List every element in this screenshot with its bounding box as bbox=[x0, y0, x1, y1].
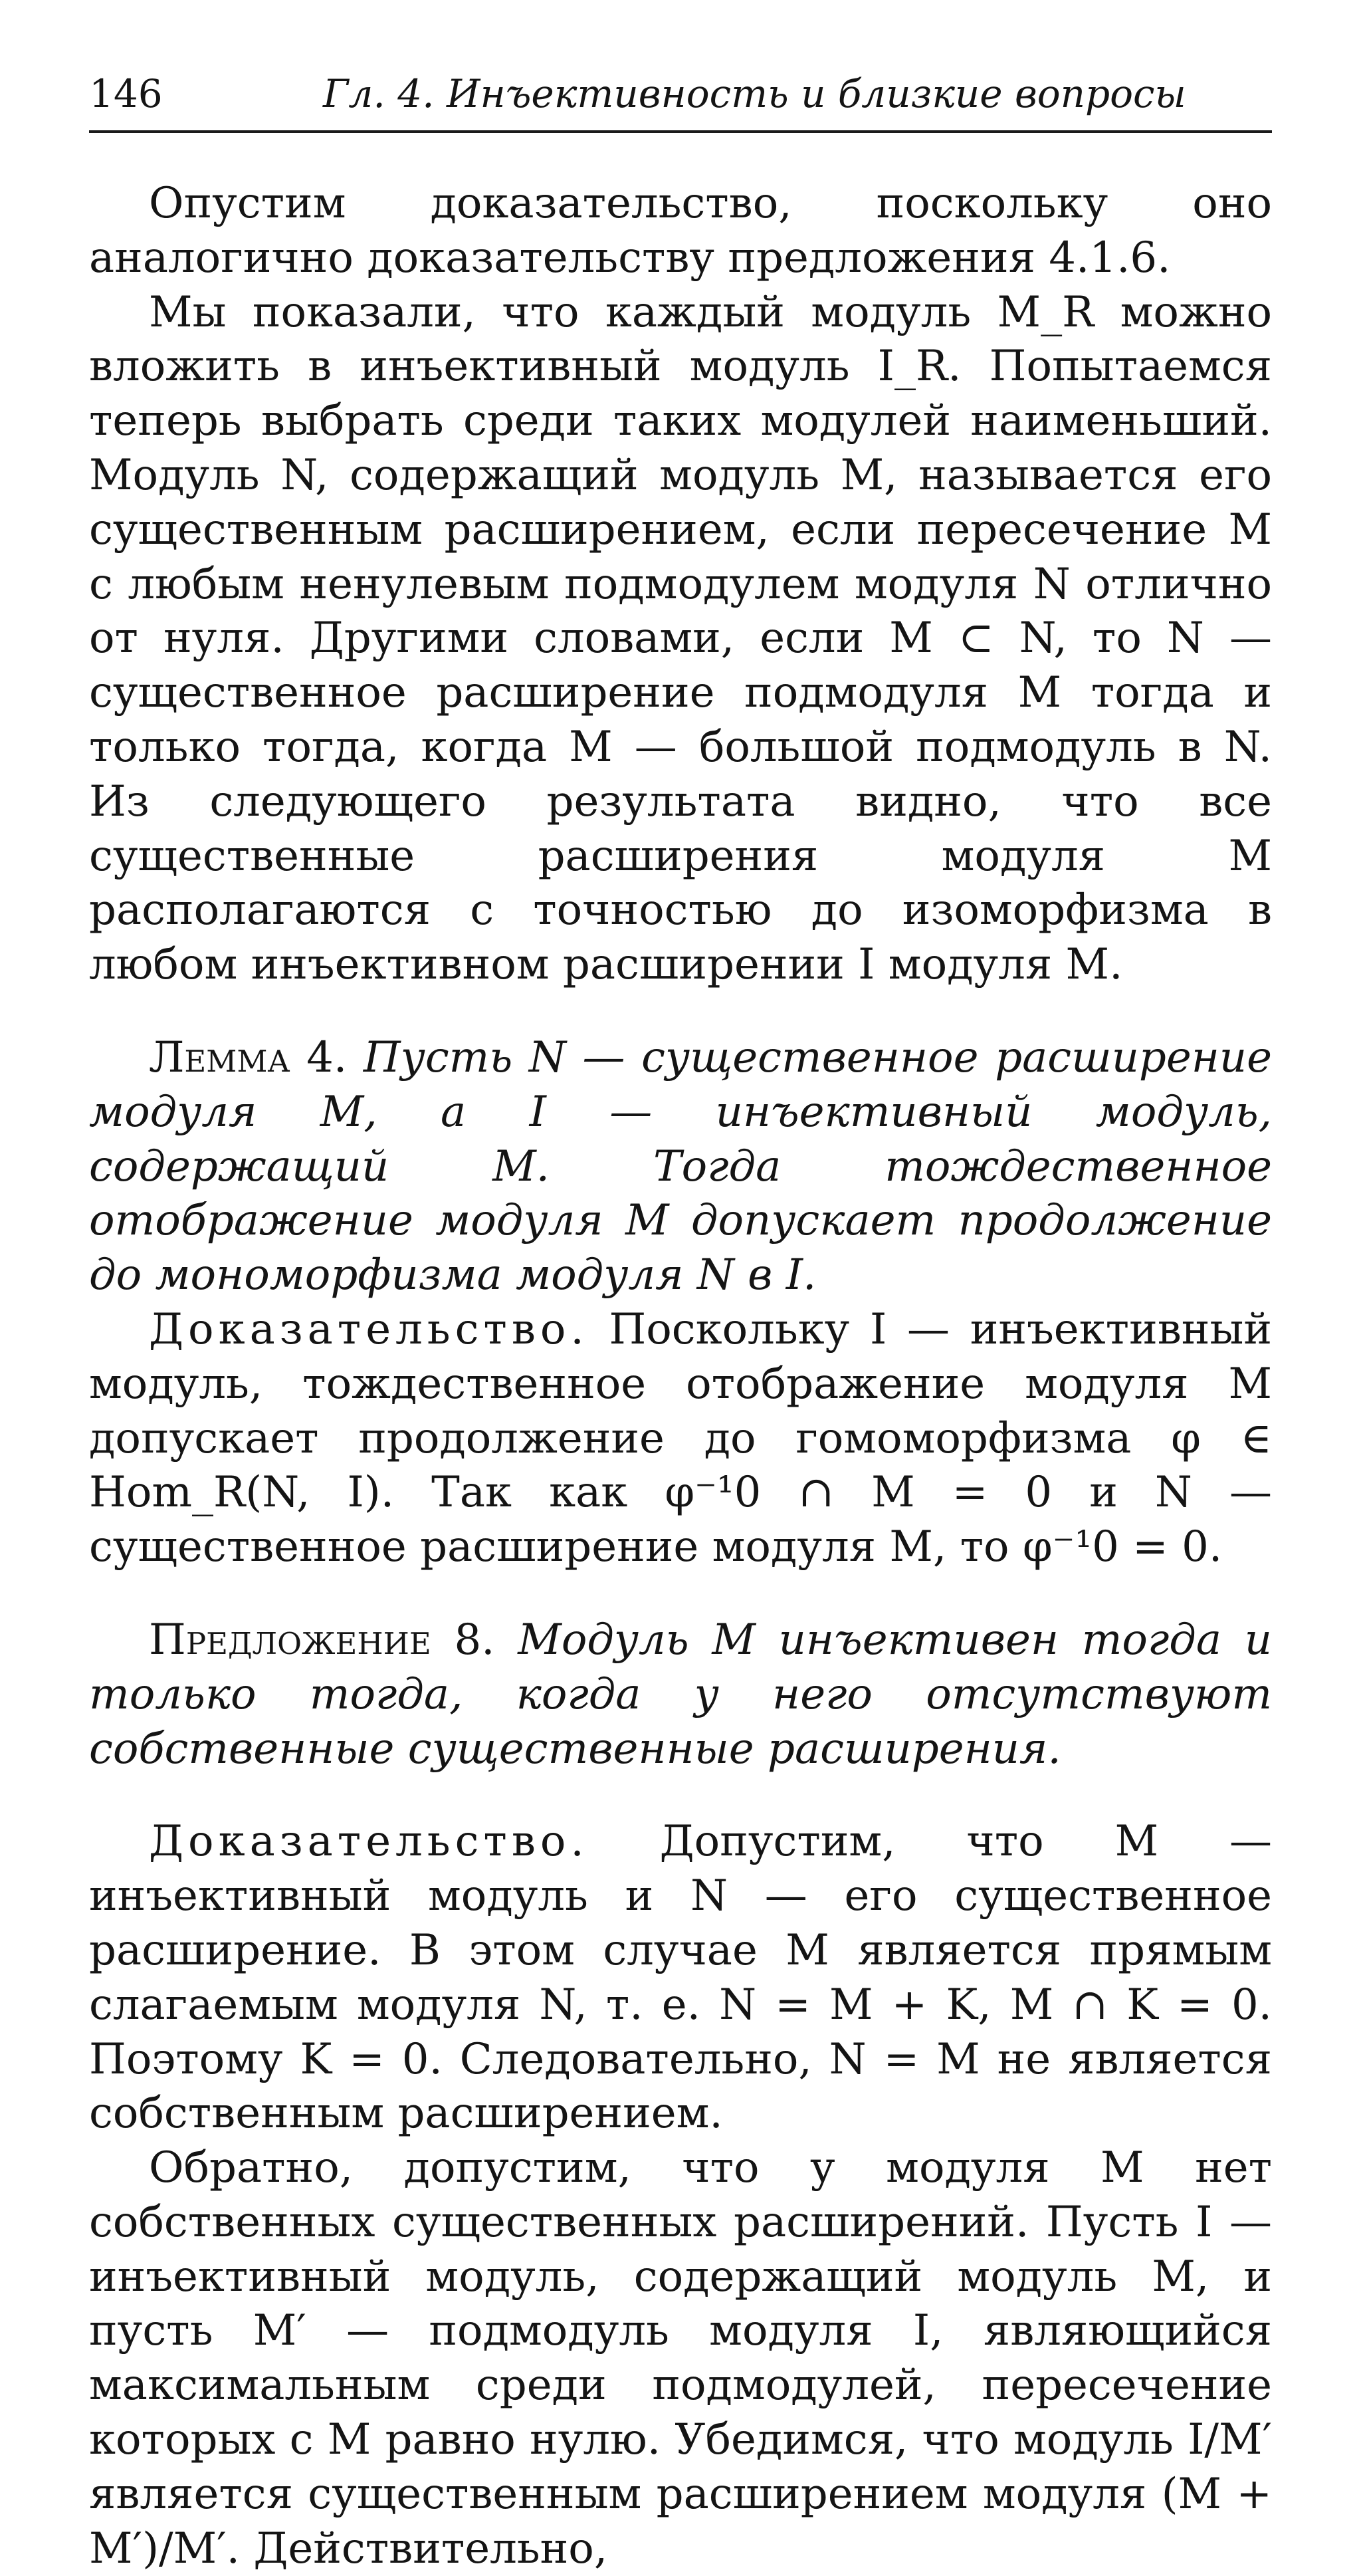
page-number: 146 bbox=[89, 71, 163, 116]
lemma-label: Лемма 4. bbox=[149, 1032, 348, 1082]
proposition-8 bbox=[89, 1613, 1272, 1776]
proof-text: Поскольку I — инъективный модуль, тождественное отображение модуля M допускает продолжение до гомоморфизма φ ∈ Hom_R(N, I). Так как φ⁻¹0 ∩ M = 0 и N — существенное расширение модуля M, то φ⁻¹0 = 0. bbox=[89, 1304, 1272, 1572]
paragraph-converse: Обратно, допустим, что у модуля M нет собственных существенных расширений. Пусть I — инъективный модуль, содержащий модуль M, и пусть M′ — подмодуль модуля I, являющийся максимальным среди подмодулей, пересечение которых с M равно нулю. Убедимся, что модуль I/M′ является существенным расширением модуля (M + M′)/M′. Действительно, bbox=[89, 2143, 1272, 2573]
proposition-statement: Модуль M инъективен тогда и только тогда, когда у него отсутствуют собственные существенные расширения. bbox=[89, 1615, 1273, 1774]
lemma-4-proof bbox=[89, 1303, 1272, 1575]
proof-text: Допустим, что M — инъективный модуль и N — его существенное расширение. В этом случае M является прямым слагаемым модуля N, т. е. N = M + K, M ∩ K = 0. Поэтому K = 0. Следовательно, N = M не является собственным расширением. bbox=[89, 1817, 1273, 2139]
lemma-statement: Пусть N — существенное расширение модуля M, а I — инъективный модуль, содержащий M. Тогда тождественное отображение модуля M допускает продолжение до мономорфизма модуля N в I. bbox=[89, 1032, 1272, 1300]
header-rule bbox=[89, 130, 1272, 133]
paragraph-omitted-proof: Опустим доказательство, поскольку оно аналогично доказательству предложения 4.1.6. bbox=[89, 179, 1272, 283]
proposition-label: Предложение 8. bbox=[149, 1615, 495, 1665]
proof-label: Доказательство. bbox=[149, 1817, 589, 1867]
running-title: Гл. 4. Инъективность и близкие вопросы bbox=[323, 71, 1186, 116]
proposition-8-proof bbox=[89, 1815, 1272, 2141]
proof-label: Доказательство. bbox=[149, 1304, 589, 1354]
paragraph-essential-extension-definition: Мы показали, что каждый модуль M_R можно вложить в инъективный модуль I_R. Попытаемся теперь выбрать среди таких модулей наименьший. Модуль N, содержащий модуль M, называется его существенным расширением, если пересечение M с любым ненулевым подмодулем модуля N отлично от нуля. Другими словами, если M ⊂ N, то N — существенное расширение подмодуля M тогда и только тогда, когда M — большой подмодуль в N. Из следующего результата видно, что все существенные расширения модуля M располагаются с точностью до изоморфизма в любом инъективном расширении I модуля M. bbox=[89, 287, 1272, 990]
body-text bbox=[89, 177, 1272, 2576]
lemma-4 bbox=[89, 1031, 1272, 1303]
page-header bbox=[89, 64, 1272, 124]
